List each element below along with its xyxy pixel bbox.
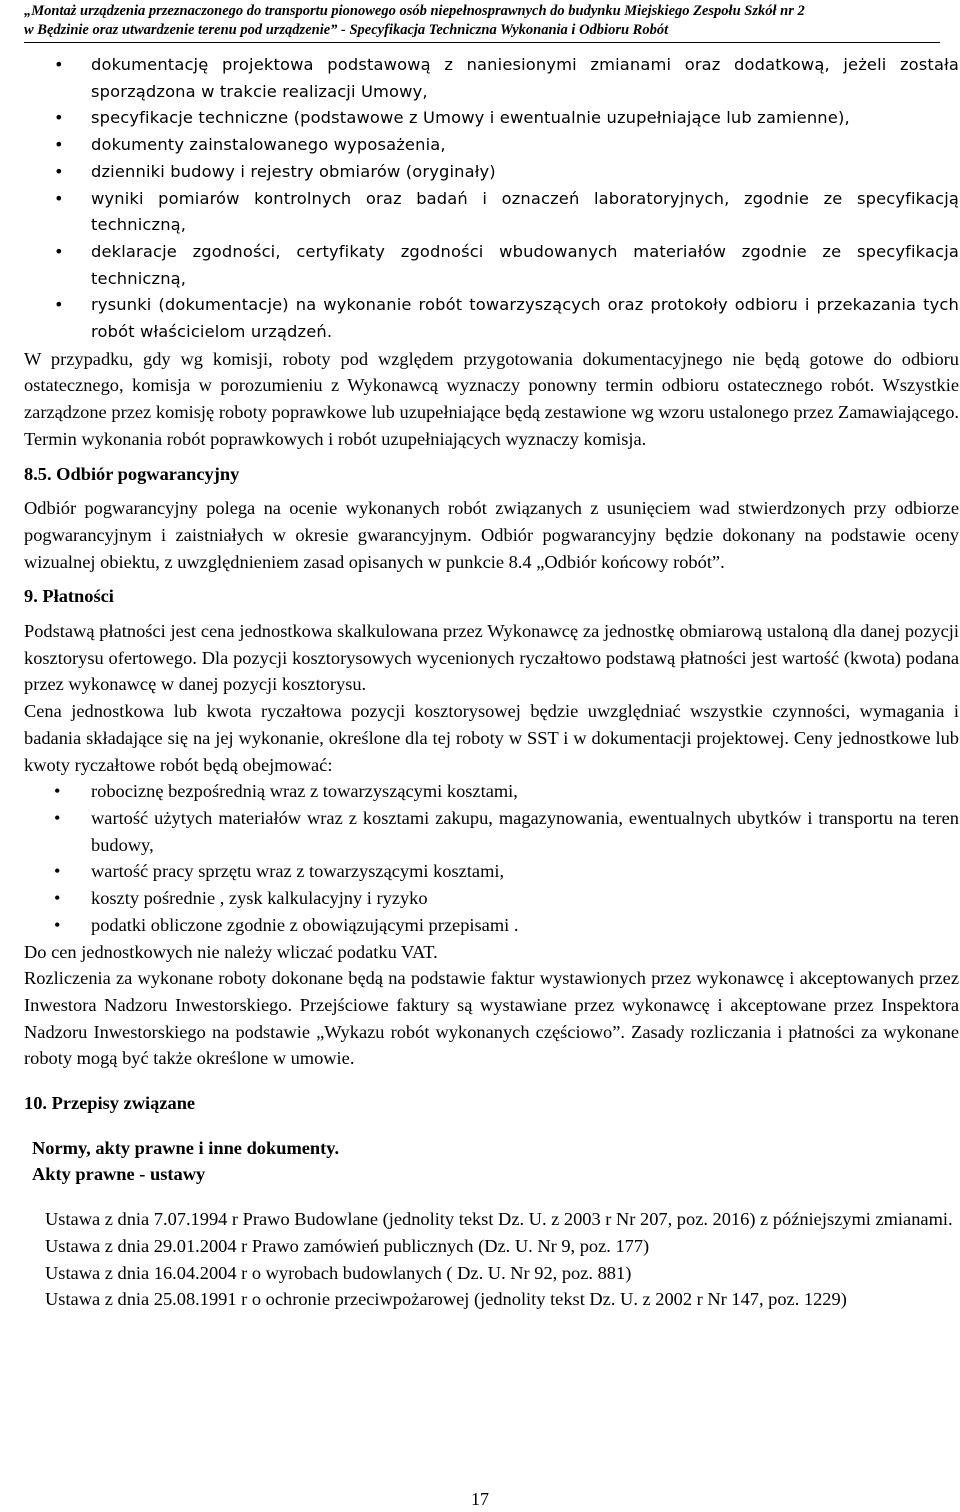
bullet-icon: • bbox=[54, 108, 64, 128]
bullet-icon: • bbox=[54, 241, 64, 261]
list-item: • robociznę bezpośrednią wraz z towarzyszącymi kosztami, bbox=[24, 778, 959, 805]
bullet-icon: • bbox=[54, 781, 61, 802]
header-line-2: w Będzinie oraz utwardzenie terenu pod urządzenie” - Specyfikacja Techniczna Wykonania i Odbioru Robót bbox=[24, 22, 669, 38]
documents-list bbox=[24, 52, 959, 346]
list-item: • podatki obliczone zgodnie z obowiązującymi przepisami . bbox=[24, 912, 959, 939]
bullet-icon: • bbox=[54, 914, 61, 935]
bullet-icon: • bbox=[54, 135, 64, 155]
law-item: Ustawa z dnia 29.01.2004 r Prawo zamówień publicznych (Dz. U. Nr 9, poz. 177) bbox=[45, 1235, 650, 1256]
section-8-5-heading: 8.5. Odbiór pogwarancyjny bbox=[24, 463, 240, 484]
bullet-icon: • bbox=[54, 807, 61, 828]
section-9-paragraph-3: Rozliczenia za wykonane roboty dokonane będą na podstawie faktur wystawionych przez wykonawcę i akceptowanych przez Inwestora Nadzoru Inwestorskiego. Przejściowe faktury są wystawiane przez wykonawcę i akceptowane przez Inspektora Nadzoru Inwestorskiego na podstawie „Wykazu robót wykonanych częściowo”. Zasady rozliczania i płatności za wykonane roboty mogą być także określone w umowie. bbox=[24, 968, 959, 1069]
page-header bbox=[24, 2, 940, 40]
list-item: • dokumentację projektowa podstawową z naniesionymi zmianami oraz dodatkową, jeżeli została sporządzona w trakcie realizacji Umowy, bbox=[24, 52, 959, 105]
header-divider bbox=[24, 42, 940, 43]
document-body bbox=[24, 52, 959, 1313]
bullet-icon: • bbox=[54, 861, 61, 882]
law-item: Ustawa z dnia 16.04.2004 r o wyrobach budowlanych ( Dz. U. Nr 92, poz. 881) bbox=[45, 1262, 632, 1283]
list-item: • specyfikacje techniczne (podstawowe z Umowy i ewentualnie uzupełniające lub zamienne), bbox=[24, 105, 959, 132]
price-components-list bbox=[24, 778, 959, 938]
section-10-subheading-2: Akty prawne - ustawy bbox=[32, 1164, 206, 1185]
law-item: Ustawa z dnia 7.07.1994 r Prawo Budowlane (jednolity tekst Dz. U. z 2003 r Nr 207, poz. 2016) z późniejszymi zmianami. bbox=[45, 1209, 953, 1230]
law-item: Ustawa z dnia 25.08.1991 r o ochronie przeciwpożarowej (jednolity tekst Dz. U. z 2002 r Nr 147, poz. 1229) bbox=[45, 1289, 847, 1310]
bullet-icon: • bbox=[54, 55, 64, 74]
list-item: • koszty pośrednie , zysk kalkulacyjny i ryzyko bbox=[24, 885, 959, 912]
list-item: • wyniki pomiarów kontrolnych oraz badań i oznaczeń laboratoryjnych, zgodnie ze specyfikacją techniczną, bbox=[24, 186, 959, 239]
laws-list bbox=[24, 1206, 959, 1313]
bullet-icon: • bbox=[54, 161, 64, 181]
list-item: • wartość pracy sprzętu wraz z towarzyszącymi kosztami, bbox=[24, 858, 959, 885]
section-10-heading: 10. Przepisy związane bbox=[24, 1093, 196, 1114]
section-10-subheading-1: Normy, akty prawne i inne dokumenty. bbox=[32, 1137, 340, 1158]
bullet-icon: • bbox=[54, 188, 64, 208]
section-9-heading: 9. Płatności bbox=[24, 586, 114, 607]
bullet-icon: • bbox=[54, 295, 64, 315]
list-item: • deklaracje zgodności, certyfikaty zgodności wbudowanych materiałów zgodnie ze specyfikacja techniczną, bbox=[24, 239, 959, 292]
header-line-1: „Montaż urządzenia przeznaczonego do transportu pionowego osób niepełnosprawnych do budynku Miejskiego Zespołu Szkół nr 2 bbox=[24, 3, 805, 19]
bullet-icon: • bbox=[54, 888, 61, 909]
page-number: 17 bbox=[471, 1489, 489, 1509]
list-item: • dzienniki budowy i rejestry obmiarów (oryginały) bbox=[24, 159, 959, 186]
vat-note: Do cen jednostkowych nie należy wliczać podatku VAT. bbox=[24, 941, 438, 962]
list-item: • dokumenty zainstalowanego wyposażenia, bbox=[24, 132, 959, 159]
list-item: • rysunki (dokumentacje) na wykonanie robót towarzyszących oraz protokoły odbioru i przekazania tych robót właścicielom urządzeń. bbox=[24, 292, 959, 345]
section-8-5-text: Odbiór pogwarancyjny polega na ocenie wykonanych robót związanych z usunięciem wad stwierdzonych przy odbiorze pogwarancyjnym i zaistniałych w okresie gwarancyjnym. Odbiór pogwarancyjny będzie dokonany na podstawie oceny wizualnej obiektu, z uwzględnieniem zasad opisanych w punkcie 8.4 „Odbiór końcowy robót”. bbox=[24, 498, 959, 572]
commission-paragraph: W przypadku, gdy wg komisji, roboty pod względem przygotowania dokumentacyjnego nie będą gotowe do odbioru ostatecznego, komisja w porozumieniu z Wykonawcą wyznaczy ponowny termin odbioru ostatecznego robót. Wszystkie zarządzone przez komisję roboty poprawkowe lub uzupełniające będą zestawione wg wzoru ustalonego przez Zamawiającego. Termin wykonania robót poprawkowych i robót uzupełniających wyznaczy komisja. bbox=[24, 348, 959, 449]
section-9-paragraph-2: Cena jednostkowa lub kwota ryczałtowa pozycji kosztorysowej będzie uwzględniać wszystkie czynności, wymagania i badania składające się na jej wykonanie, określone dla tej roboty w SST i w dokumentacji projektowej. Ceny jednostkowe lub kwoty ryczałtowe robót będą obejmować: bbox=[24, 701, 959, 775]
section-9-paragraph-1: Podstawą płatności jest cena jednostkowa skalkulowana przez Wykonawcę za jednostkę obmiarową ustaloną dla danej pozycji kosztorysu ofertowego. Dla pozycji kosztorysowych wycenionych ryczałtowo podstawą płatności jest wartość (kwota) podana przez wykonawcę w danej pozycji kosztorysu. bbox=[24, 621, 959, 695]
list-item: • wartość użytych materiałów wraz z kosztami zakupu, magazynowania, ewentualnych ubytków i transportu na teren budowy, bbox=[24, 805, 959, 858]
